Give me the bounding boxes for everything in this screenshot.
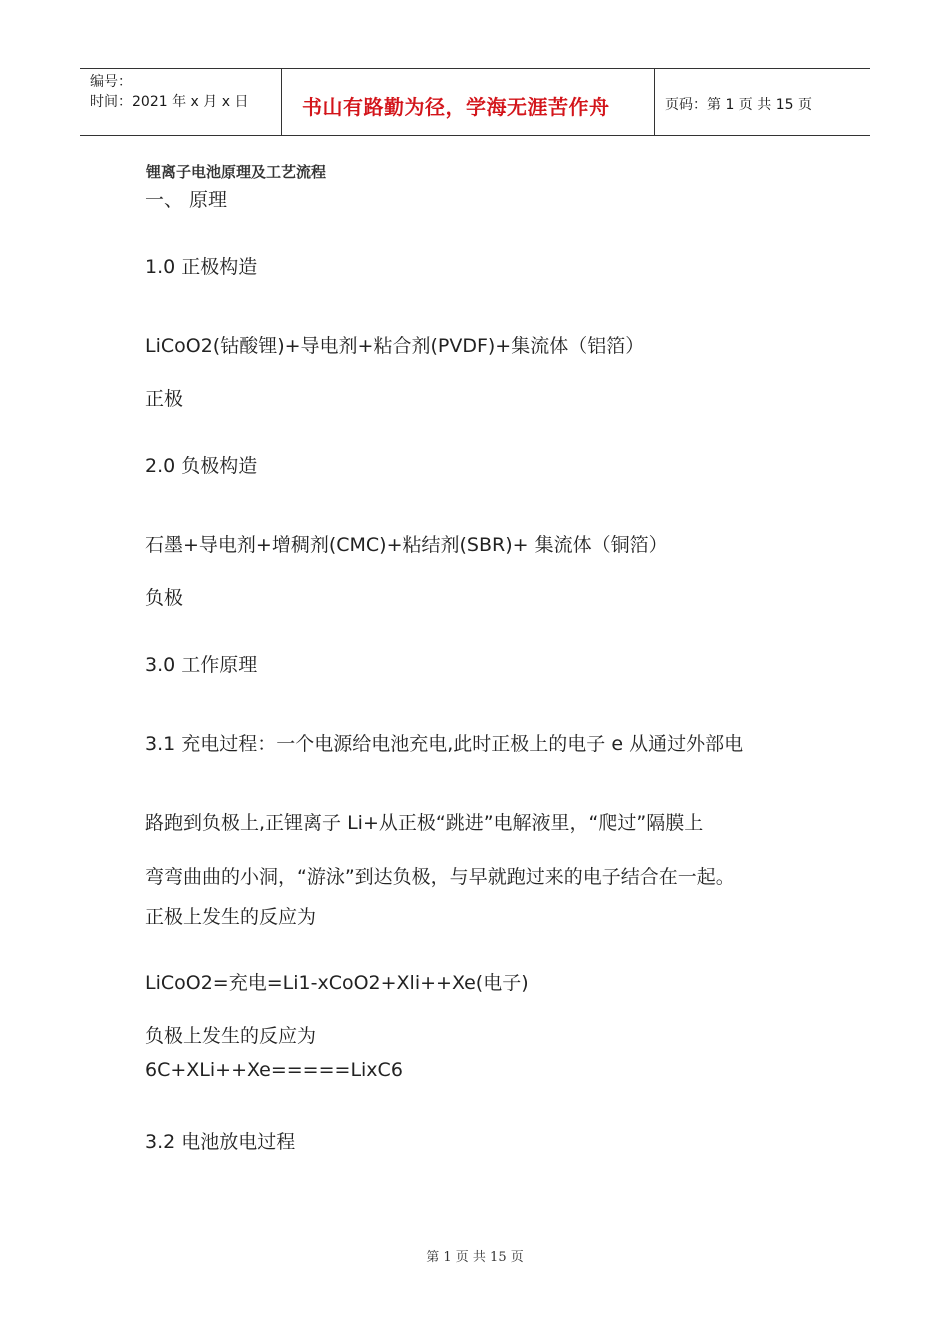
document-title: 锂离子电池原理及工艺流程 [146,163,327,181]
date-label: 时间：2021 年 x 月 x 日 [90,94,249,110]
page-footer: 第 1 页 共 15 页 [426,1250,524,1265]
subsection-heading: 1.0 正极构造 [145,256,258,278]
paragraph: LiCoO2(钴酸锂)+导电剂+粘合剂(PVDF)+集流体（铝箔） [145,335,645,357]
paragraph: 负极 [145,587,184,609]
number-label: 编号： [90,74,132,90]
paragraph: 正极 [145,388,184,410]
page-code: 页码：第 1 页 共 15 页 [665,97,812,113]
header-page-cell [655,69,870,135]
document-header [80,68,870,136]
section-heading: 一、 原理 [145,189,228,211]
header-motto-cell [282,69,655,135]
subsection-heading: 2.0 负极构造 [145,455,258,477]
paragraph: 石墨+导电剂+增稠剂(CMC)+粘结剂(SBR)+ 集流体（铜箔） [145,534,668,556]
subsection-heading: 3.2 电池放电过程 [145,1131,296,1153]
paragraph: 3.1 充电过程：一个电源给电池充电,此时正极上的电子 e 从通过外部电 [145,733,744,755]
paragraph: 弯弯曲曲的小洞，“游泳”到达负极，与早就跑过来的电子结合在一起。 [145,866,735,888]
paragraph: 正极上发生的反应为 [145,906,317,928]
paragraph: 路跑到负极上,正锂离子 Li+从正极“跳进”电解液里，“爬过”隔膜上 [145,812,704,834]
subsection-heading: 3.0 工作原理 [145,654,258,676]
equation: 6C+XLi++Xe=====LixC6 [145,1059,403,1081]
equation: LiCoO2=充电=Li1-xCoO2+Xli++Xe(电子) [145,972,529,994]
header-info-cell [80,69,282,135]
motto-text: 书山有路勤为径，学海无涯苦作舟 [302,95,610,119]
paragraph: 负极上发生的反应为 [145,1025,317,1047]
